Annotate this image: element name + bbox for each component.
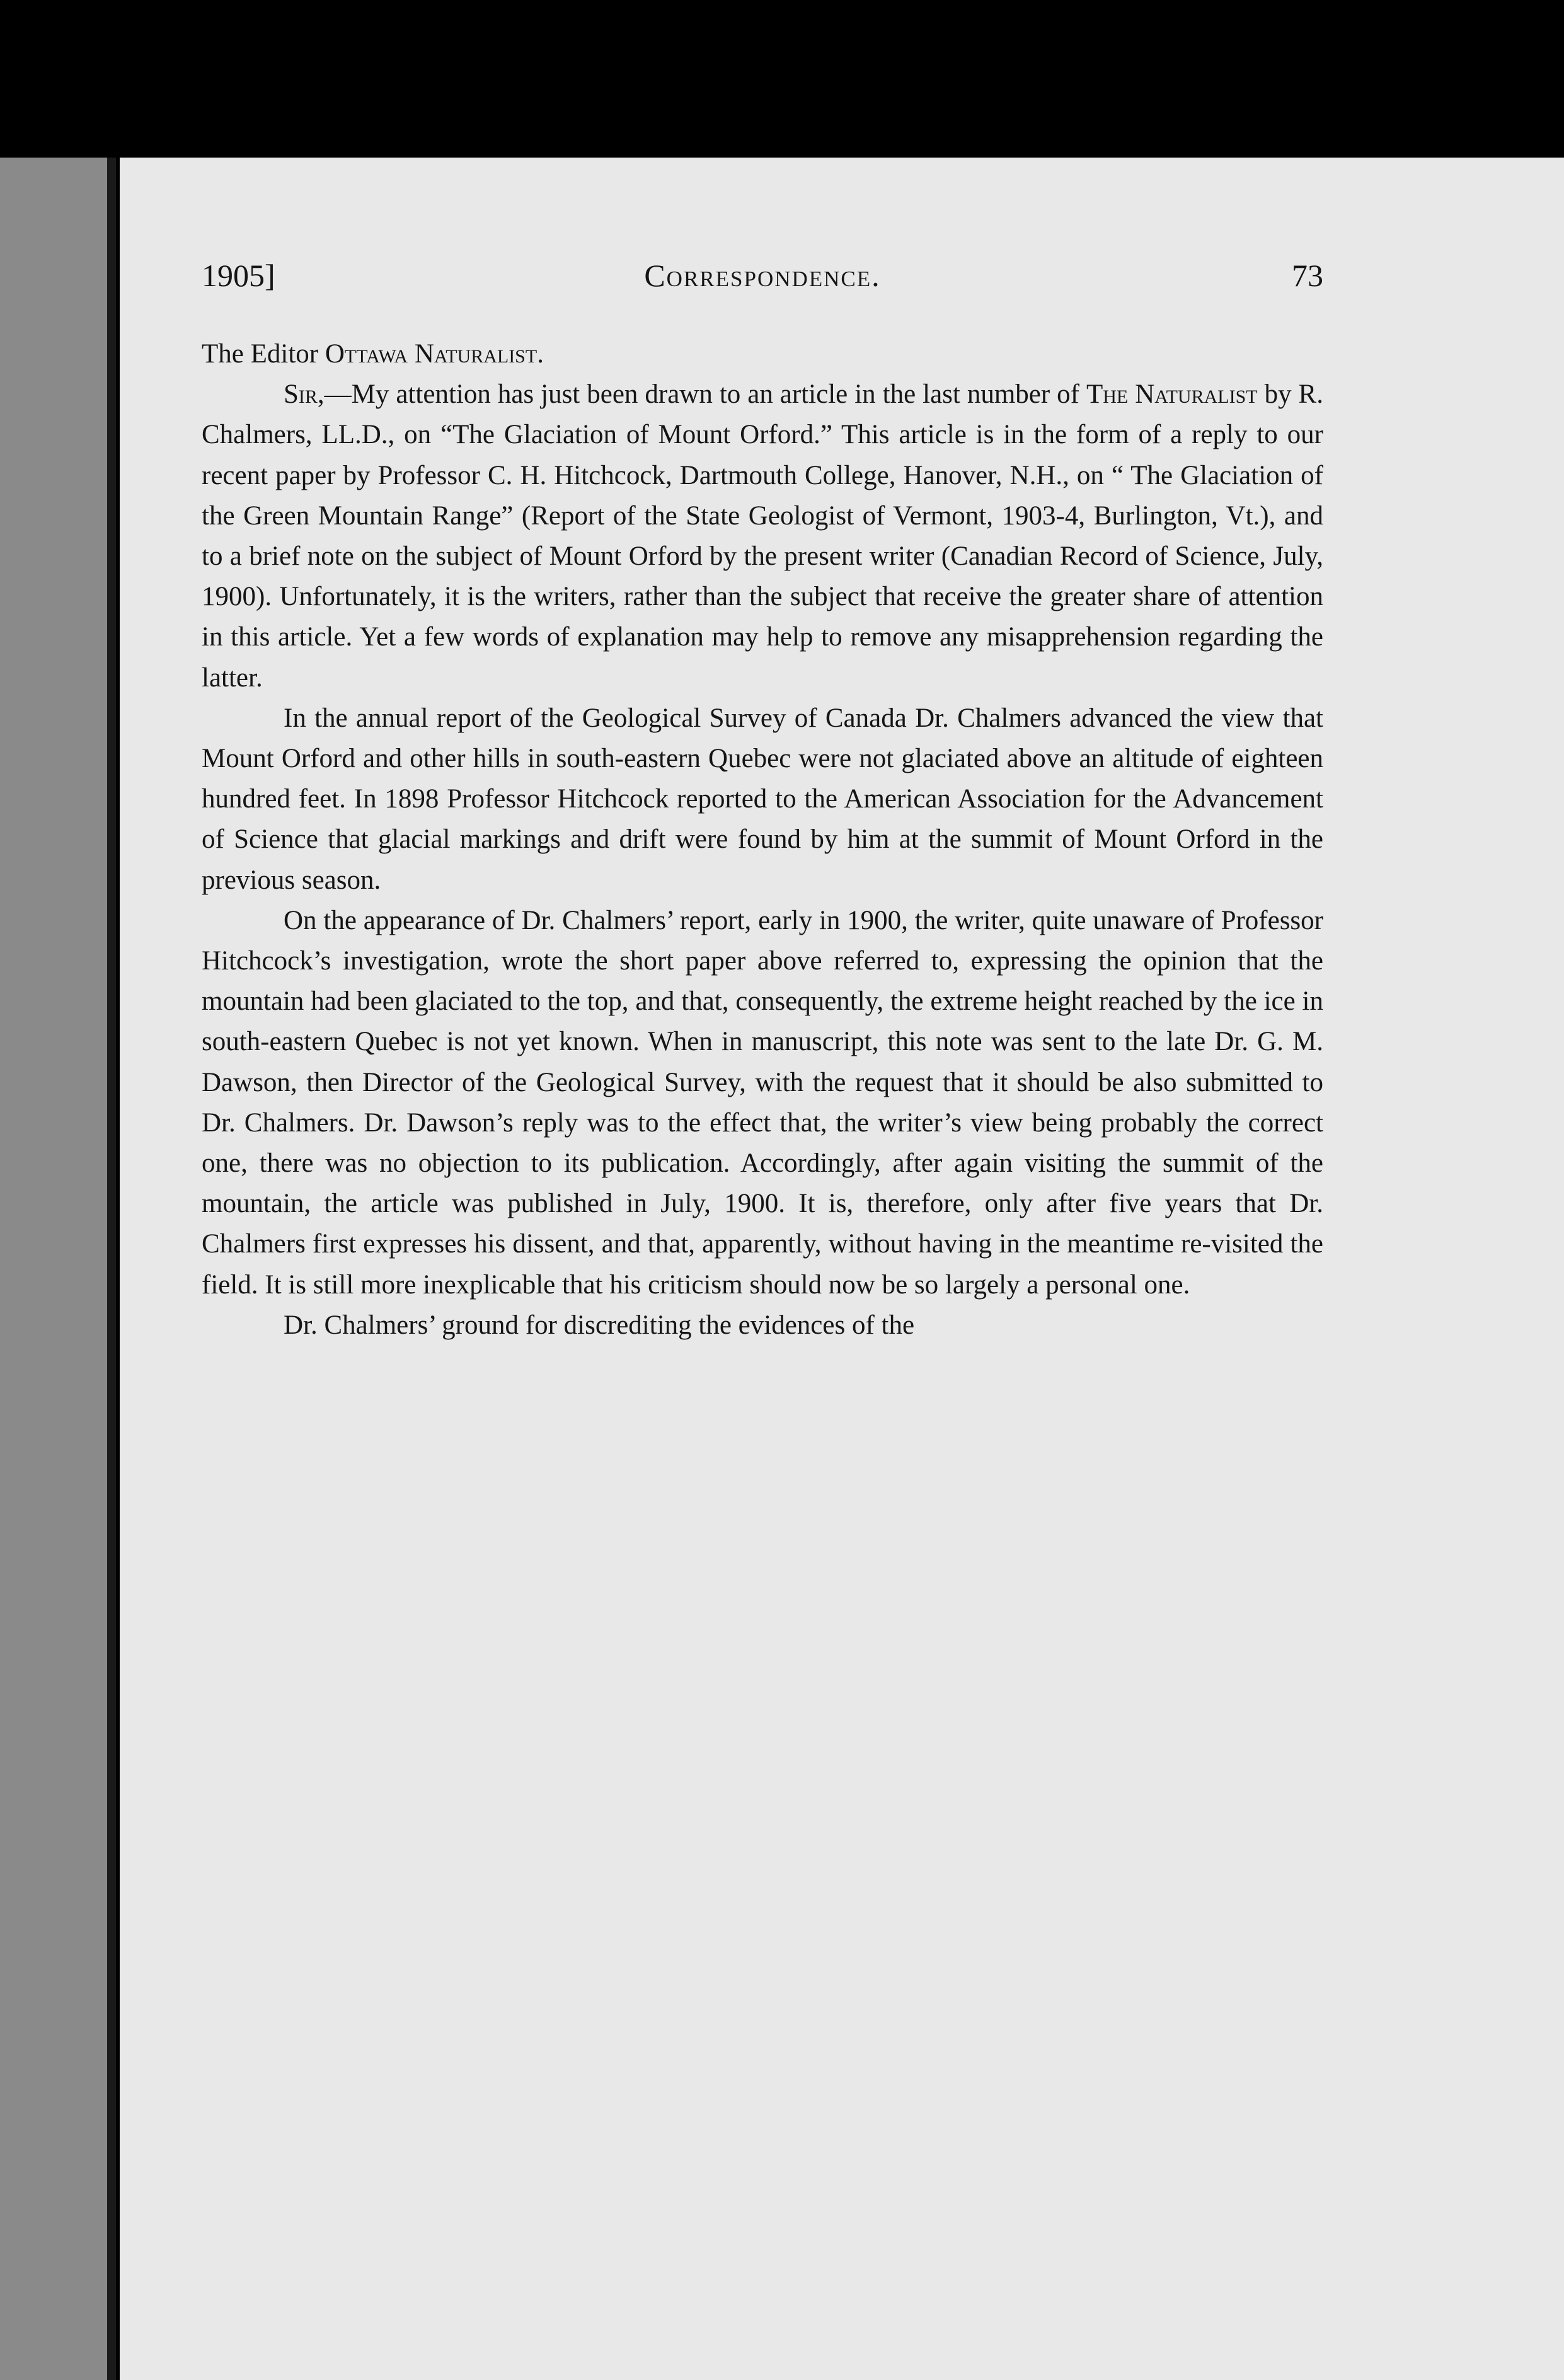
salutation-journal: Ottawa Naturalist. xyxy=(325,339,544,369)
paragraph-2: In the annual report of the Geological Survey of Canada Dr. Chalmers advanced the view that Mount Orford and other hills in south-eastern Quebec were not glaciated above an altitude of eighteen hundred feet. In 1898 Professor Hitchcock reported to the American Association for the Advancement of Science that glacial markings and drift were found by him at the summit of Mount Orford in the previous season. xyxy=(202,703,1323,895)
letter-body xyxy=(202,334,1323,1346)
header-year: 1905] xyxy=(202,258,275,293)
paragraph-1-part-b: by R. Chalmers, LL.D., on “The Glaciation of Mount Orford.” This article is in the form of a reply to our recent paper by Professor C. H. Hitchcock, Dartmouth College, Hanover, N.H., on “ The Glaciation of the Green Mountain Range” (Report of the State Geologist of Vermont, 1903-4, Burlington, Vt.), and to a brief note on the subject of Mount Orford by the present writer (Canadian Record of Science, July, 1900). Unfortunately, it is the writers, rather than the subject that receive the greater share of attention in this article. Yet a few words of explanation may help to remove any misapprehension regarding the latter. xyxy=(202,379,1323,693)
salutation-prefix: The Editor xyxy=(202,339,325,369)
paragraph-1 xyxy=(202,374,1323,698)
header-title: Correspondence. xyxy=(644,258,881,293)
running-header xyxy=(202,257,1323,308)
paragraph-4: Dr. Chalmers’ ground for discrediting the evidences of the xyxy=(284,1310,915,1340)
page-number: 73 xyxy=(1292,258,1323,293)
paragraph-3: On the appearance of Dr. Chalmers’ report, early in 1900, the writer, quite unaware of Professor Hitchcock’s investigation, wrote the short paper above referred to, expressing the opinion that the mountain had been glaciated to the top, and that, consequently, the extreme height reached by the ice in south-eastern Quebec is not yet known. When in manuscript, this note was sent to the late Dr. G. M. Dawson, then Director of the Geological Survey, with the request that it should be also submitted to Dr. Chalmers. Dr. Dawson’s reply was to the effect that, the writer’s view being probably the correct one, there was no objection to its publication. Accordingly, after again visiting the summit of the mountain, the article was published in July, 1900. It is, therefore, only after five years that Dr. Chalmers first expresses his dissent, and that, apparently, without having in the meantime re-visited the field. It is still more inexplicable that his criticism should now be so largely a personal one. xyxy=(202,905,1323,1300)
salutation xyxy=(202,334,1323,374)
adjacent-page-strip xyxy=(0,158,113,2380)
journal-name: The Naturalist xyxy=(1086,379,1258,410)
paragraph-1-part-a: —My attention has just been drawn to an article in the last number of xyxy=(324,379,1086,410)
page-edge xyxy=(107,158,116,2380)
sir-word: Sir, xyxy=(284,379,325,410)
